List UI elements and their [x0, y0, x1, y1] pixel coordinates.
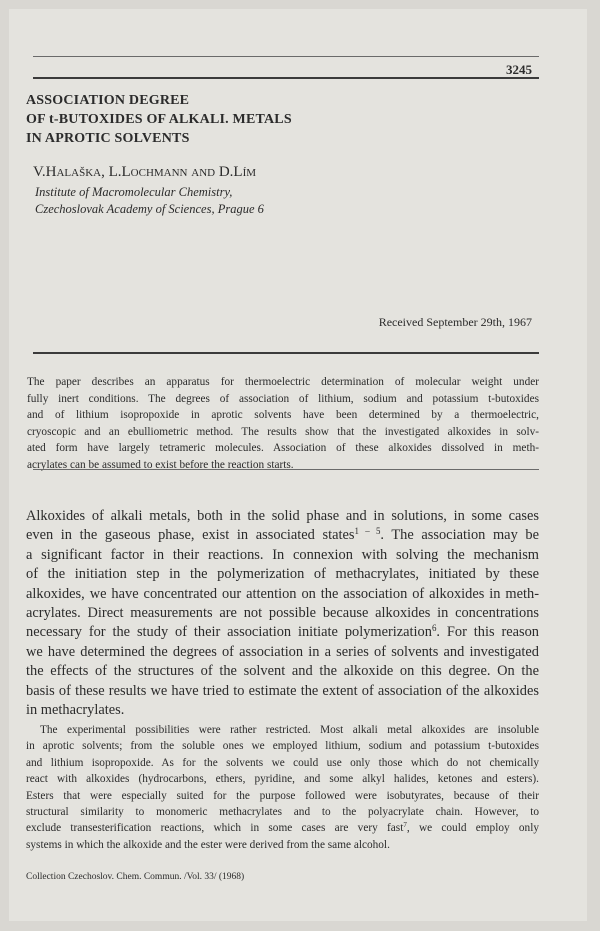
journal-footer: Collection Czechoslov. Chem. Commun. /Vol. 33/ (1968)	[26, 872, 245, 882]
title-line: OF t-BUTOXIDES OF ALKALI. METALS	[26, 112, 292, 127]
body-line	[26, 820, 539, 836]
intro-text: necessary for the study of their association initiate polymerization	[26, 624, 432, 641]
intro-line: a significant factor in their reactions. In connexion with solving the mechanism	[26, 546, 539, 563]
body-line: structural similarity to monomeric methacrylates and to the polyacrylate chain. However, to	[26, 806, 539, 819]
body-line: react with alkoxides (hydrocarbons, ethers, pyridine, and some alkyl halides, ketones and esters).	[26, 773, 539, 786]
abstract	[27, 374, 539, 474]
journal-page	[9, 9, 587, 921]
body-text: exclude transesterification reactions, which in some cases are very fast	[26, 822, 404, 835]
citation-ref: 6	[431, 623, 437, 634]
abstract-line: acrylates can be assumed to exist before the reaction starts.	[27, 458, 294, 471]
intro-line: alkoxides, we have concentrated our attention on the association of alkoxides in meth-	[26, 585, 539, 602]
citation-ref: 1 – 5	[354, 526, 381, 537]
page-number: 3245	[506, 62, 532, 77]
top-rule	[33, 56, 539, 57]
abstract-line: ated form have largely tetrameric molecules. Association of these alkoxides dissolved in meth-	[27, 442, 539, 455]
title-line: IN APROTIC SOLVENTS	[26, 131, 190, 146]
abstract-bottom-rule	[33, 469, 539, 470]
body-paragraph	[26, 722, 539, 853]
intro-line: basis of these results we have tried to estimate the extent of association of the alkoxides	[26, 682, 539, 699]
body-text: , we could employ only	[406, 822, 539, 835]
abstract-line: The paper describes an apparatus for thermoelectric determination of molecular weight under	[27, 376, 539, 388]
body-line: The experimental possibilities were rather restricted. Most alkali metal alkoxides are insoluble	[40, 724, 539, 736]
article-title	[26, 91, 292, 148]
intro-line: we have determined the degrees of association in a series of solvents and investigated	[26, 643, 539, 660]
intro-paragraph	[26, 507, 539, 720]
received-date: Received September 29th, 1967	[378, 315, 532, 329]
body-line: Esters that were especially suited for the purpose followed were isobutyrates, because of their	[26, 789, 539, 802]
intro-text: even in the gaseous phase, exist in associated states	[26, 527, 355, 544]
citation-ref: 7	[403, 821, 407, 830]
title-line: ASSOCIATION DEGREE	[26, 93, 190, 108]
affiliation-line: Czechoslovak Academy of Sciences, Prague 6	[35, 202, 264, 216]
header-rule	[33, 77, 539, 79]
intro-line: of the initiation step in the polymerization of methacrylates, initiated by these	[26, 566, 539, 583]
affiliation-line: Institute of Macromolecular Chemistry,	[35, 185, 233, 199]
body-line: in aprotic solvents; from the soluble ones we employed lithium, sodium and potassium t-butoxides	[26, 740, 539, 753]
intro-line: Alkoxides of alkali metals, both in the solid phase and in solutions, in some cases	[26, 508, 539, 524]
intro-text: . For this reason	[436, 624, 540, 641]
intro-line: in methacrylates.	[26, 702, 125, 719]
authors: V.Halaška, L.Lochmann and D.Lím	[33, 164, 257, 180]
intro-text: . The association may be	[380, 527, 539, 544]
abstract-top-rule	[33, 352, 539, 354]
body-line: systems in which the alkoxide and the ester were derived from the same alcohol.	[26, 838, 390, 851]
body-line: and lithium isopropoxide. As for the solvents we could use only those which do not chemically	[26, 756, 539, 769]
abstract-line: and of lithium isopropoxide in aprotic solvents have been determined by a thermoelectric,	[27, 409, 539, 422]
intro-line: the effects of the structures of the solvent and the alkoxide on this degree. On the	[26, 663, 539, 680]
abstract-line: fully inert conditions. The degrees of association of lithium, sodium and potassium t-butoxides	[27, 392, 539, 405]
affiliation	[35, 184, 264, 218]
intro-line	[26, 526, 539, 545]
intro-line: acrylates. Direct measurements are not possible because alkoxides in concentrations	[26, 605, 539, 622]
abstract-line: cryoscopic and an ebulliometric method. The results show that the investigated alkoxides in solv-	[27, 425, 539, 438]
intro-line	[26, 623, 539, 642]
